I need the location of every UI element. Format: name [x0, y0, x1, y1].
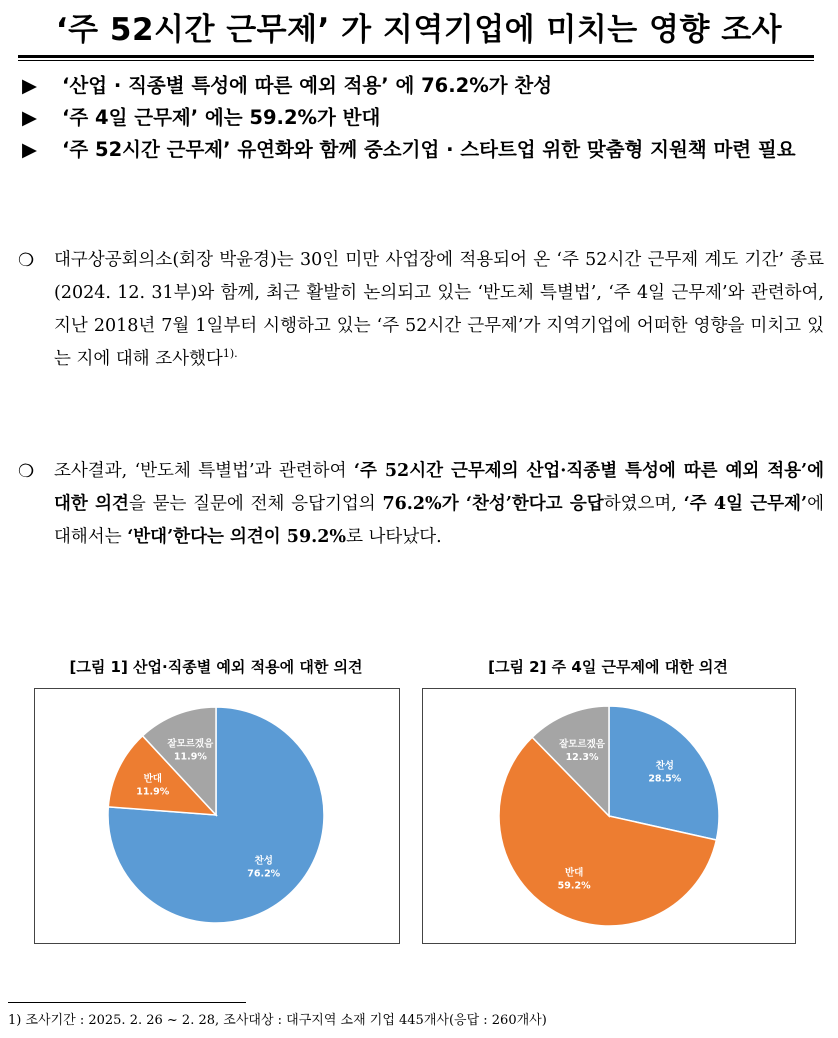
summary-bullet [22, 102, 822, 134]
paragraph-emphasis: ‘반대’한다는 의견이 59.2% [127, 527, 347, 547]
pie-slice-value: 59.2% [557, 880, 591, 892]
summary-bullet-text: ‘주 52시간 근무제’ 유연화와 함께 중소기업 · 스타트업 위한 맞춤형 지원책 마련 필요 [62, 138, 796, 161]
footnote: 1) 조사기간 : 2025. 2. 26 ~ 2. 28, 조사대상 : 대구지역 소재 기업 445개사(응답 : 260개사) [8, 1013, 547, 1028]
pie-slice-value: 11.9% [173, 751, 207, 763]
triangle-bullet-icon: ▶ [22, 138, 37, 161]
footnote-reference: 1). [222, 347, 238, 361]
pie-slice-label: 찬성 [254, 855, 273, 867]
document-title: ‘주 52시간 근무제’ 가 지역기업에 미치는 영향 조사 [55, 12, 783, 48]
figure-1-pie-svg [35, 689, 399, 943]
pie-slice-label: 반대 [143, 773, 162, 785]
summary-bullet-text: ‘산업 · 직종별 특성에 따른 예외 적용’ 에 76.2%가 찬성 [62, 74, 553, 97]
pie-slice-label: 잘모르겠음 [559, 738, 605, 750]
paragraph-text: 로 나타났다. [346, 527, 442, 547]
figure-1-caption: [그림 1] 산업·직종별 예외 적용에 대한 의견 [69, 658, 363, 676]
summary-bullets [22, 70, 822, 166]
pie-slice-value: 28.5% [648, 773, 682, 785]
paragraph-emphasis: ‘주 52시간 근무제의 산업·직종별 특성에 따른 예외 적용’에 대한 의견 [54, 461, 825, 514]
pie-slice-label: 잘모르겠음 [167, 738, 214, 750]
paragraph-emphasis: 76.2%가 ‘찬성’한다고 응답 [382, 494, 604, 514]
paragraph-text: 을 묻는 질문에 전체 응답기업의 [128, 494, 383, 514]
summary-bullet-text: ‘주 4일 근무제’ 에는 59.2%가 반대 [62, 106, 381, 129]
title-underline-thin [18, 60, 814, 61]
paragraph-text: 조사결과, ‘반도체 특별법’과 관련하여 [54, 461, 354, 481]
paragraph-emphasis: ‘주 4일 근무제’ [683, 494, 808, 514]
circle-bullet-icon: ❍ [18, 461, 35, 482]
figure-2-pie-svg [423, 689, 795, 943]
triangle-bullet-icon: ▶ [22, 74, 37, 97]
figure-1-chart [34, 688, 400, 944]
paragraph-survey-results [18, 455, 824, 554]
paragraph-text: 하였으며, [603, 494, 684, 514]
pie-slice-label: 찬성 [655, 760, 674, 772]
pie-slice-value: 11.9% [136, 786, 170, 798]
circle-bullet-icon: ❍ [18, 250, 35, 271]
paragraph-text: 대구상공회의소(회장 박윤경)는 30인 미만 사업장에 적용되어 온 ‘주 52시간 근무제 계도 기간’ 종료(2024. 12. 31부)와 함께, 최근 활발히 논의되고 있는 ‘반도체 특별법’, ‘주 4일 근무제’와 관련하여, 지난 2018년 7월 1일부터 시행하고 있는 ‘주 52시간 근무제’가 지역기업에 어떠한 영향을 미치고 있는 지에 대해 조사했다 [54, 250, 824, 369]
summary-bullet [22, 134, 822, 166]
triangle-bullet-icon: ▶ [22, 106, 37, 129]
paragraph-survey-intro [18, 244, 824, 376]
figure-2-caption: [그림 2] 주 4일 근무제에 대한 의견 [488, 658, 728, 676]
figure-2-chart [422, 688, 796, 944]
summary-bullet [22, 70, 822, 102]
pie-slice-value: 12.3% [565, 751, 599, 763]
pie-slice-value: 76.2% [247, 868, 281, 880]
pie-slice-label: 반대 [564, 867, 584, 879]
footnote-divider [8, 1002, 246, 1003]
paragraph-text: 에 대해서는 [54, 494, 824, 547]
title-underline [18, 55, 814, 58]
